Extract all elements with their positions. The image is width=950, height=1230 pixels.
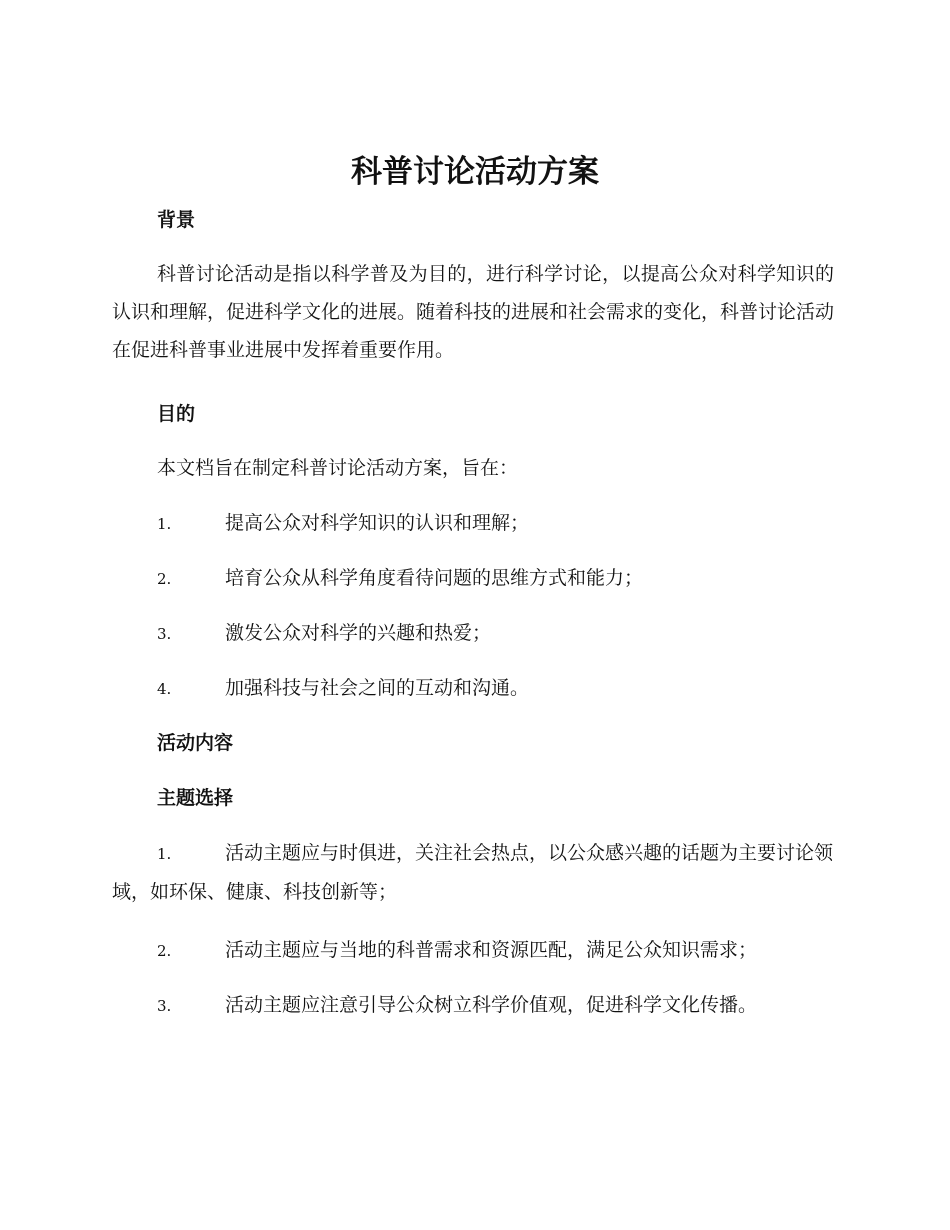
list-number: 1. <box>157 515 172 533</box>
section-heading-content: 活动内容 <box>157 732 234 754</box>
list-item-text: 加强科技与社会之间的互动和沟通。 <box>225 677 530 699</box>
theme-list-item <box>112 834 834 911</box>
section-heading-background: 背景 <box>157 209 196 231</box>
purpose-list-item <box>112 559 834 598</box>
theme-list-item <box>112 986 834 1025</box>
list-number: 4. <box>157 680 172 698</box>
purpose-list-item <box>112 669 834 708</box>
background-paragraph: 科普讨论活动是指以科学普及为目的，进行科学讨论，以提高公众对科学知识的认识和理解，促进科学文化的进展。随着科技的进展和社会需求的变化，科普讨论活动在促进科普事业进展中发挥着重要作用。 <box>112 263 835 361</box>
purpose-list-item <box>112 504 834 543</box>
list-item-text: 活动主题应与时俱进，关注社会热点，以公众感兴趣的话题为主要讨论领域，如环保、健康、科技创新等； <box>112 842 834 903</box>
section-heading-theme: 主题选择 <box>157 787 234 809</box>
list-number: 2. <box>157 942 172 960</box>
document-title: 科普讨论活动方案 <box>351 154 599 190</box>
list-item-text: 活动主题应与当地的科普需求和资源匹配，满足公众知识需求； <box>225 939 758 961</box>
list-item-text: 提高公众对科学知识的认识和理解； <box>225 512 530 534</box>
list-number: 3. <box>157 997 172 1015</box>
list-item-text: 培育公众从科学角度看待问题的思维方式和能力； <box>225 567 644 589</box>
theme-list-item <box>112 931 834 970</box>
list-item-text: 活动主题应注意引导公众树立科学价值观，促进科学文化传播。 <box>225 994 758 1016</box>
purpose-list-item <box>112 614 834 653</box>
list-number: 2. <box>157 570 172 588</box>
list-number: 1. <box>157 845 172 863</box>
section-heading-purpose: 目的 <box>157 403 196 425</box>
list-number: 3. <box>157 625 172 643</box>
purpose-intro: 本文档旨在制定科普讨论活动方案，旨在： <box>157 457 519 479</box>
list-item-text: 激发公众对科学的兴趣和热爱； <box>225 622 492 644</box>
